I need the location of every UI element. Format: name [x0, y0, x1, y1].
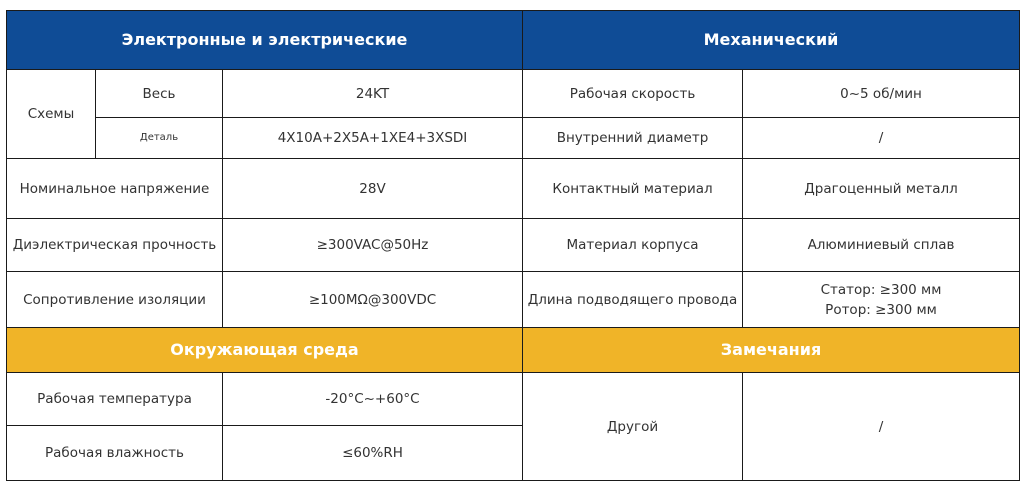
contact-material-label: Контактный материал [523, 159, 743, 219]
temperature-value: -20°C~+60°C [223, 373, 523, 426]
voltage-label: Номинальное напряжение [7, 159, 223, 219]
detail-value: 4X10A+2X5A+1XE4+3XSDI [223, 118, 523, 159]
total-value: 24KT [223, 70, 523, 118]
lead-length-value [743, 272, 1020, 328]
temperature-label: Рабочая температура [7, 373, 223, 426]
voltage-value: 28V [223, 159, 523, 219]
insulation-value: ≥100MΩ@300VDC [223, 272, 523, 328]
inner-diameter-label: Внутренний диаметр [523, 118, 743, 159]
contact-material-value: Драгоценный металл [743, 159, 1020, 219]
speed-label: Рабочая скорость [523, 70, 743, 118]
housing-material-label: Материал корпуса [523, 219, 743, 272]
spec-table [6, 10, 1020, 481]
lead-length-label: Длина подводящего провода [523, 272, 743, 328]
detail-label: Деталь [96, 118, 223, 159]
speed-value: 0~5 об/мин [743, 70, 1020, 118]
schemes-label: Схемы [7, 70, 96, 159]
humidity-label: Рабочая влажность [7, 426, 223, 481]
dielectric-label: Диэлектрическая прочность [7, 219, 223, 272]
other-label: Другой [523, 373, 743, 481]
dielectric-value: ≥300VAC@50Hz [223, 219, 523, 272]
inner-diameter-value: / [743, 118, 1020, 159]
total-label: Весь [96, 70, 223, 118]
header-environment: Окружающая среда [7, 328, 523, 373]
header-electrical: Электронные и электрические [7, 11, 523, 70]
housing-material-value: Алюминиевый сплав [743, 219, 1020, 272]
header-mechanical: Механический [523, 11, 1020, 70]
humidity-value: ≤60%RH [223, 426, 523, 481]
header-remarks: Замечания [523, 328, 1020, 373]
other-value: / [743, 373, 1020, 481]
lead-length-rotor: Ротор: ≥300 мм [825, 301, 937, 318]
lead-length-stator: Статор: ≥300 мм [820, 281, 942, 298]
insulation-label: Сопротивление изоляции [7, 272, 223, 328]
